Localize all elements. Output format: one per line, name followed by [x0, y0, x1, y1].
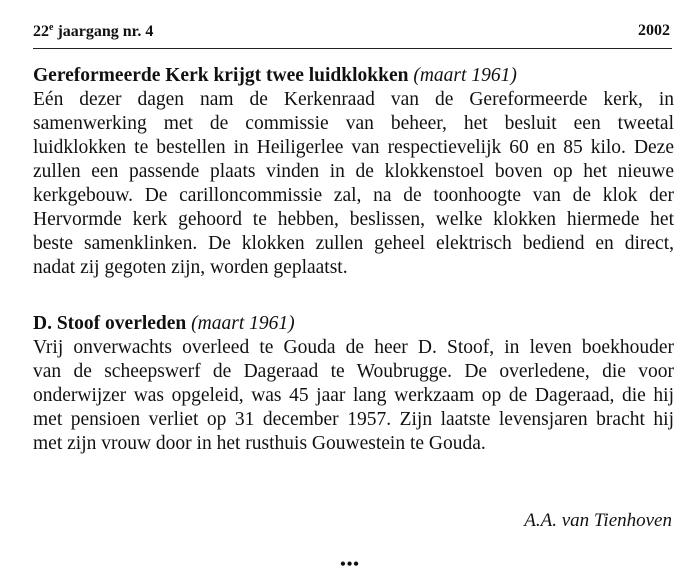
volume-suffix: e	[49, 22, 54, 33]
issue-label	[33, 22, 153, 41]
volume-number: 22	[33, 23, 49, 40]
article-title	[33, 64, 674, 88]
article-line: kerkgebouw. De carilloncommissie zal, na de toonhoogte van de klok der	[33, 185, 674, 206]
article-luidklokken	[33, 64, 674, 280]
article-line: met pensioen verliet op 31 december 1957. Zijn laatste levensjaren bracht hij	[33, 409, 674, 430]
article-body	[33, 88, 674, 280]
article-title	[33, 312, 674, 336]
article-line: luidklokken te bestellen in Heiligerlee van respectievelijk 60 en 85 kilo. Deze	[33, 137, 674, 158]
article-date: (maart 1961)	[413, 65, 517, 86]
article-body	[33, 336, 674, 456]
article-line: beste samenklinken. De klokken zullen geheel elektrisch bediend en direct,	[33, 233, 674, 254]
article-headline: Gereformeerde Kerk krijgt twee luidklokken	[33, 65, 409, 86]
article-headline: D. Stoof overleden	[33, 313, 187, 334]
article-line: Eén dezer dagen nam de Kerkenraad van de Gereformeerde kerk, in	[33, 89, 674, 110]
article-line: zullen een passende plaats vinden in de klokkenstoel boven op het nieuwe	[33, 161, 674, 182]
article-line: samenwerking met de commissie van beheer, het besluit een tweetal	[33, 113, 674, 134]
article-line: Hervormde kerk gehoord te hebben, beslissen, welke klokken hiermede het	[33, 209, 674, 230]
section-separator: •••	[340, 556, 360, 573]
article-date: (maart 1961)	[191, 313, 295, 334]
header-divider	[33, 48, 672, 49]
article-line: van de scheepswerf de Dageraad te Woubrugge. De overledene, die voor	[33, 361, 674, 382]
article-line: onderwijzer was opgeleid, was 45 jaar lang werkzaam op de Dageraad, die hij	[33, 385, 674, 406]
article-line: Vrij onverwachts overleed te Gouda de heer D. Stoof, in leven boekhouder	[33, 337, 674, 358]
article-line: met zijn vrouw door in het rusthuis Gouwestein te Gouda.	[33, 433, 486, 454]
issue-year: 2002	[638, 22, 670, 39]
page-header	[33, 22, 670, 44]
article-line: nadat zij gegoten zijn, worden geplaatst.	[33, 257, 348, 278]
author-signature: A.A. van Tienhoven	[524, 510, 672, 531]
article-stoof	[33, 312, 674, 456]
volume-rest: jaargang nr. 4	[53, 23, 154, 40]
